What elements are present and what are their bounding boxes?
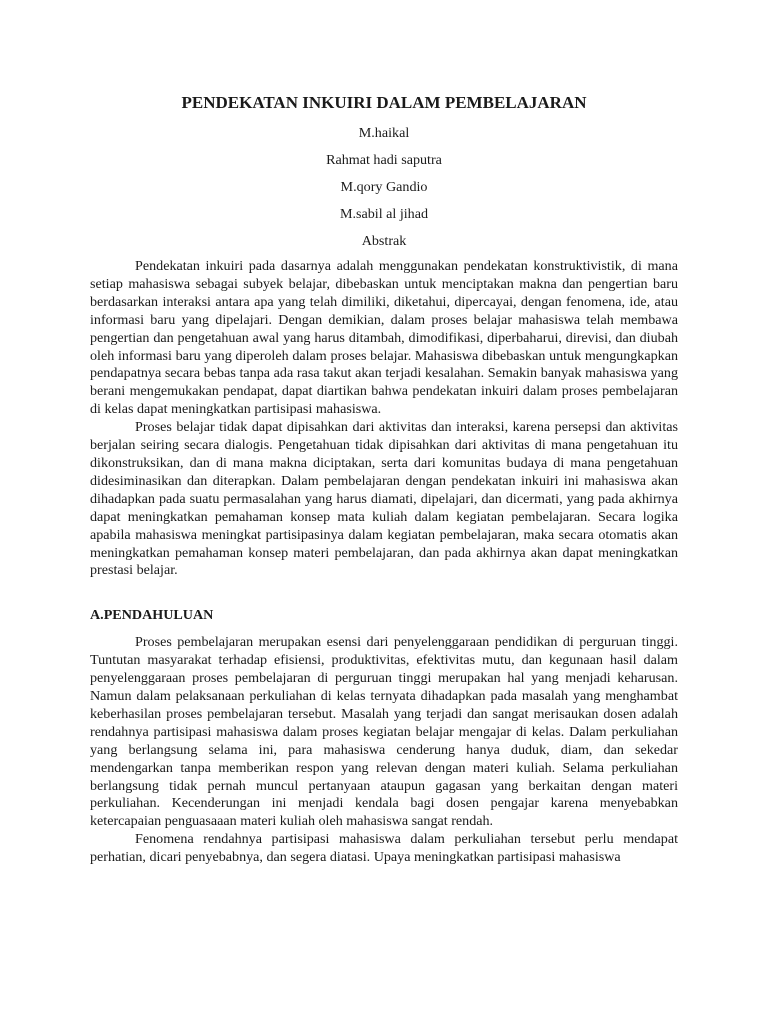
abstract-label: Abstrak xyxy=(361,233,407,249)
author-1: M.haikal xyxy=(358,125,410,141)
section-heading-pendahuluan: A.PENDAHULUAN xyxy=(90,607,214,624)
abstract-paragraph-1: Pendekatan inkuiri pada dasarnya adalah menggunakan pendekatan konstruktivistik, di mana setiap mahasiswa sebagai subyek belajar, dibebaskan untuk menciptakan makna dan pengertian baru berdasarkan interaksi antara apa yang telah dimiliki, diketahui, dipercayai, dengan fenomena, ide, atau informasi baru yang dipelajari. Dengan demikian, dalam proses belajar mahasiswa telah membawa pengertian dan pengetahuan awal yang harus ditambah, dimodifikasi, diperbaharui, direvisi, dan diubah oleh informasi baru yang diperoleh dalam proses belajar. Mahasiswa dibebaskan untuk mengungkapkan pendapatnya secara bebas tanpa ada rasa takut akan terjadi kesalahan. Semakin banyak mahasiswa yang berani mengemukakan pendapat, dapat diartikan bahwa pendekatan inkuiri dalam proses pembelajaran di kelas dapat meningkatkan partisipasi mahasiswa. xyxy=(90,258,678,418)
author-3: M.qory Gandio xyxy=(340,179,428,195)
section-paragraph-2: Fenomena rendahnya partisipasi mahasiswa dalam perkuliahan tersebut perlu mendapat perhatian, dicari penyebabnya, dan segera diatasi. Upaya meningkatkan partisipasi mahasiswa xyxy=(90,831,678,866)
author-4: M.sabil al jihad xyxy=(339,206,429,222)
author-2: Rahmat hadi saputra xyxy=(326,152,442,168)
abstract-paragraph-2: Proses belajar tidak dapat dipisahkan dari aktivitas dan interaksi, karena persepsi dan aktivitas berjalan seiring secara dialogis. Pengetahuan tidak dipisahkan dari aktivitas di mana pengetahuan itu dikonstruksikan, dan di mana makna diciptakan, serta dari komunitas budaya di mana pengetahuan didesiminasikan dan diterapkan. Dalam pembelajaran dengan pendekatan inkuiri ini mahasiswa akan dihadapkan pada suatu permasalahan yang harus diamati, dipelajari, dan dicermati, yang pada akhirnya dapat meningkatkan pemahaman konsep mata kuliah dalam kegiatan pembelajaran. Secara logika apabila mahasiswa meningkat partisipasinya dalam kegiatan pembelajaran, maka secara otomatis akan meningkatkan pemahaman konsep materi pembelajaran, dan pada akhirnya akan dapat meningkatkan prestasi belajar. xyxy=(90,419,678,579)
section-paragraph-1: Proses pembelajaran merupakan esensi dari penyelenggaraan pendidikan di perguruan tinggi. Tuntutan masyarakat terhadap efisiensi, produktivitas, efektivitas mutu, dan kegunaan hasil dalam penyelenggaraan proses pembelajaran di perguruan tinggi merupakan hal yang menjadi keharusan. Namun dalam pelaksanaan perkuliahan di kelas ternyata dihadapkan pada masalah yang menghambat keberhasilan proses pembelajaran tersebut. Masalah yang terjadi dan sangat merisaukan dosen adalah rendahnya partisipasi mahasiswa dalam proses kegiatan belajar mengajar di kelas. Dalam perkuliahan yang berlangsung selama ini, para mahasiswa cenderung hanya duduk, diam, dan sekedar mendengarkan tanpa memberikan respon yang relevan dengan materi kuliah. Selama perkuliahan berlangsung tidak pernah muncul pertanyaan ataupun gagasan yang berkaitan dengan materi perkuliahan. Kecenderungan ini menjadi kendala bagi dosen pengajar karena menyebabkan ketercapaian penguasaaan materi kuliah oleh mahasiswa sangat rendah. xyxy=(90,634,678,830)
document-title: PENDEKATAN INKUIRI DALAM PEMBELAJARAN xyxy=(181,93,587,112)
